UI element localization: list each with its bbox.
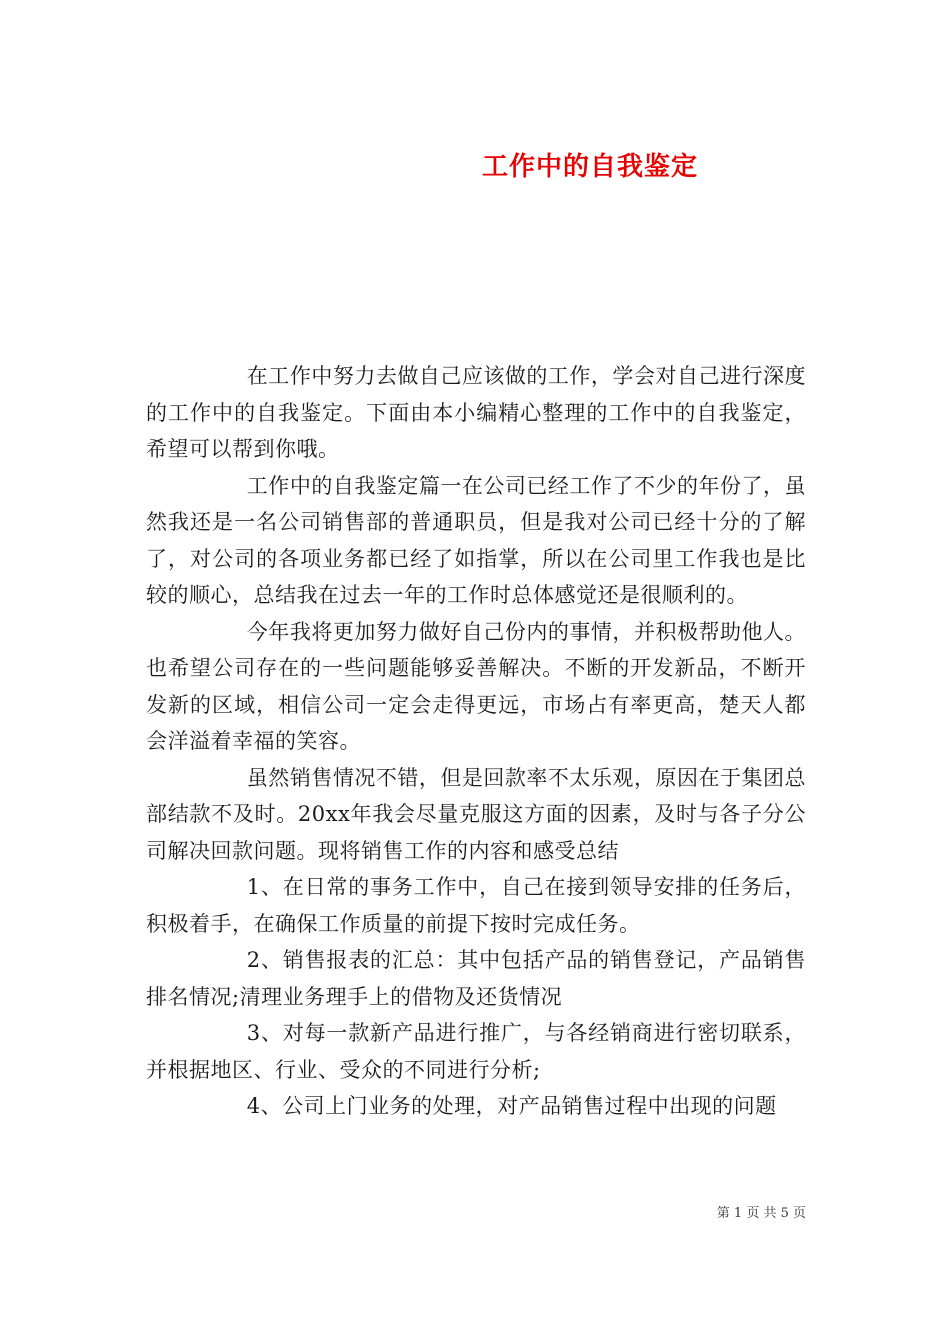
page-number-footer: 第 1 页 共 5 页 xyxy=(716,1206,806,1221)
paragraph-this-year: 今年我将更加努力做好自己份内的事情，并积极帮助他人。也希望公司存在的一些问题能够妥善解决。不断的开发新品，不断开发新的区域，相信公司一定会走得更远，市场占有率更高，楚天人都会洋溢着幸福的笑容。 xyxy=(146,619,806,753)
list-item-1: 1、在日常的事务工作中，自己在接到领导安排的任务后，积极着手，在确保工作质量的前提下按时完成任务。 xyxy=(146,875,806,936)
list-item-2: 2、销售报表的汇总：其中包括产品的销售登记，产品销售排名情况;清理业务理手上的借物及还货情况 xyxy=(146,948,806,1009)
list-item-4: 4、公司上门业务的处理，对产品销售过程中出现的问题 xyxy=(246,1094,777,1118)
paragraph-sales-situation: 虽然销售情况不错，但是回款率不太乐观，原因在于集团总部结款不及时。20xx年我会尽量克服这方面的因素，及时与各子分公司解决回款问题。现将销售工作的内容和感受总结 xyxy=(146,765,806,863)
list-item-3: 3、对每一款新产品进行推广，与各经销商进行密切联系，并根据地区、行业、受众的不同进行分析; xyxy=(146,1021,806,1082)
page-title: 工作中的自我鉴定 xyxy=(481,152,698,183)
paragraph-intro: 在工作中努力去做自己应该做的工作，学会对自己进行深度的工作中的自我鉴定。下面由本小编精心整理的工作中的自我鉴定，希望可以帮到你哦。 xyxy=(146,364,806,461)
paragraph-part-one: 工作中的自我鉴定篇一在公司已经工作了不少的年份了，虽然我还是一名公司销售部的普通职员，但是我对公司已经十分的了解了，对公司的各项业务都已经了如指掌，所以在公司里工作我也是比较的顺心，总结我在过去一年的工作时总体感觉还是很顺利的。 xyxy=(146,473,806,607)
document-body xyxy=(146,358,806,1125)
